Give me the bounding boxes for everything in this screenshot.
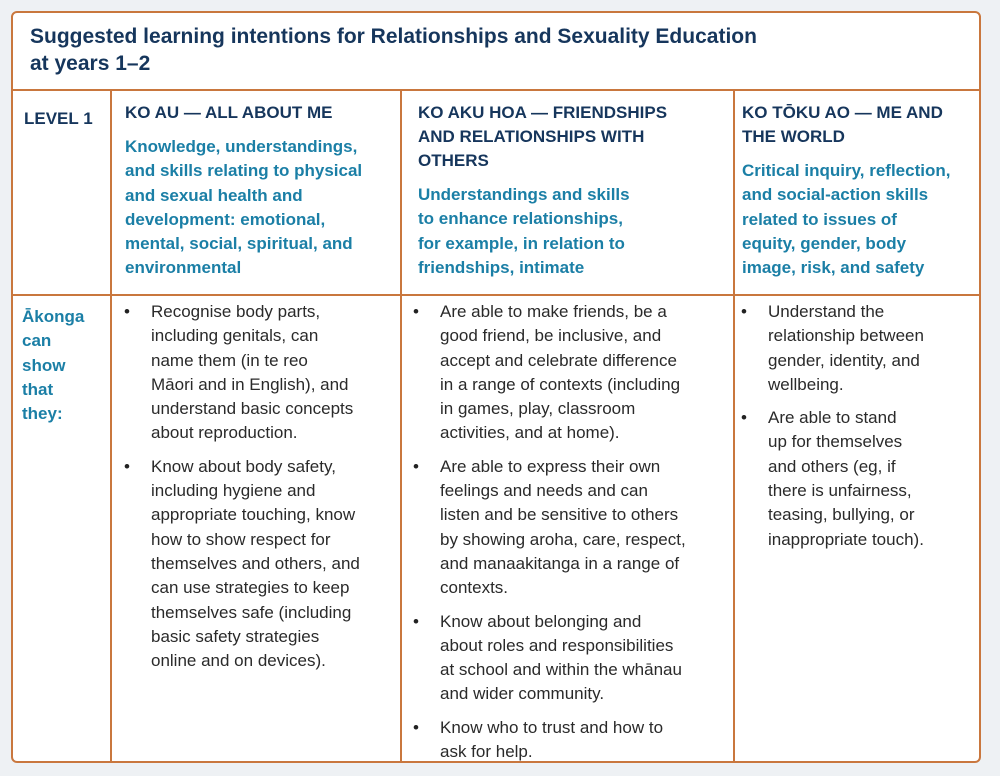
item-line: name them (in te reo — [151, 350, 308, 370]
item-line: including hygiene and — [151, 481, 316, 501]
item-line: Are able to express their own — [440, 456, 661, 476]
item-line: and wider community. — [440, 684, 605, 704]
item-line: at school and within the whānau — [440, 660, 682, 680]
list-item — [123, 300, 398, 446]
item-line: about roles and responsibilities — [440, 635, 674, 655]
subtitle-line: environmental — [125, 258, 242, 278]
list-item — [740, 406, 978, 552]
item-line: good friend, be inclusive, and — [440, 326, 662, 346]
learning-intentions-table — [11, 11, 981, 763]
subtitle-line: Understandings and skills — [418, 185, 630, 204]
column-title-line: KO AU — ALL ABOUT ME — [125, 103, 333, 122]
item-line: online and on devices). — [151, 651, 326, 671]
item-line: feelings and needs and can — [440, 481, 648, 501]
subtitle-line: development: emotional, — [125, 209, 326, 229]
item-line: themselves safe (including — [151, 602, 352, 622]
column-title-line: AND RELATIONSHIPS WITH — [418, 127, 645, 146]
column-subtitle-ko-toku-ao — [742, 159, 977, 280]
level-label: LEVEL 1 — [24, 109, 93, 128]
item-line: inappropriate touch). — [768, 529, 924, 549]
row-label-line: they: — [22, 404, 63, 424]
item-line: relationship between — [768, 326, 924, 346]
bullet-icon: • — [741, 302, 747, 321]
outcomes-list-ko-toku-ao — [740, 300, 978, 561]
list-item — [412, 610, 730, 707]
bullet-icon: • — [413, 717, 419, 737]
list-item — [412, 300, 730, 446]
subtitle-line: related to issues of — [742, 209, 897, 229]
title-line: Suggested learning intentions for Relationships and Sexuality Education — [30, 25, 757, 48]
column-title-line: OTHERS — [418, 151, 489, 170]
column-divider — [110, 91, 112, 761]
subtitle-line: Knowledge, understandings, — [125, 137, 358, 156]
table-header — [13, 13, 979, 91]
table-title — [30, 23, 757, 77]
item-line: in a range of contexts (including — [440, 374, 681, 394]
bullet-icon: • — [124, 302, 130, 321]
row-label-akonga — [22, 305, 102, 426]
subtitle-line: and social-action skills — [742, 185, 929, 205]
item-line: Recognise body parts, — [151, 302, 321, 321]
item-line: and others (eg, if — [768, 456, 896, 476]
item-line: Know who to trust and how to — [440, 717, 664, 737]
title-line: at years 1–2 — [30, 52, 151, 75]
column-subtitle-ko-au — [125, 135, 397, 281]
item-line: activities, and at home). — [440, 423, 620, 443]
subtitle-line: friendships, intimate — [418, 257, 585, 277]
bullet-icon: • — [741, 408, 747, 428]
item-line: ask for help. — [440, 742, 533, 762]
subtitle-line: Critical inquiry, reflection, — [742, 161, 951, 180]
subtitle-line: to enhance relationships, — [418, 209, 623, 229]
item-line: contexts. — [440, 578, 509, 598]
item-line: Know about belonging and — [440, 611, 642, 631]
column-title-ko-au — [125, 101, 395, 125]
item-line: including genitals, can — [151, 326, 319, 346]
subtitle-line: and sexual health and — [125, 185, 303, 205]
item-line: understand basic concepts — [151, 399, 354, 419]
row-label-line: can — [22, 331, 52, 351]
subtitle-line: equity, gender, body — [742, 233, 907, 253]
item-line: in games, play, classroom — [440, 399, 636, 419]
item-line: themselves and others, and — [151, 553, 360, 573]
outcomes-list-ko-au — [123, 300, 398, 682]
bullet-icon: • — [413, 611, 419, 631]
item-line: there is unfairness, — [768, 481, 912, 501]
column-title-line: KO AKU HOA — FRIENDSHIPS — [418, 103, 668, 122]
item-line: Know about body safety, — [151, 456, 336, 476]
column-divider — [400, 91, 402, 761]
bullet-icon: • — [413, 302, 419, 321]
item-line: Māori and in English), and — [151, 374, 349, 394]
list-item — [412, 716, 730, 763]
subtitle-line: mental, social, spiritual, and — [125, 234, 353, 254]
item-line: Understand the — [768, 302, 885, 321]
item-line: about reproduction. — [151, 423, 298, 443]
item-line: accept and celebrate difference — [440, 350, 677, 370]
item-line: teasing, bullying, or — [768, 505, 915, 525]
column-divider — [733, 91, 735, 761]
row-divider — [13, 294, 979, 296]
row-label-line: Ākonga — [22, 307, 85, 326]
list-item — [123, 455, 398, 674]
column-title-line: KO TŌKU AO — ME AND — [742, 103, 943, 122]
item-line: can use strategies to keep — [151, 578, 350, 598]
item-line: appropriate touching, know — [151, 505, 356, 525]
subtitle-line: and skills relating to physical — [125, 161, 363, 181]
list-item — [412, 455, 730, 601]
bullet-icon: • — [124, 456, 130, 476]
column-title-ko-aku-hoa — [418, 101, 728, 173]
item-line: how to show respect for — [151, 529, 331, 549]
outcomes-list-ko-aku-hoa — [412, 300, 730, 763]
item-line: basic safety strategies — [151, 626, 320, 646]
list-item — [740, 300, 978, 397]
item-line: wellbeing. — [768, 374, 844, 394]
item-line: by showing aroha, care, respect, — [440, 529, 686, 549]
item-line: and manaakitanga in a range of — [440, 553, 680, 573]
item-line: gender, identity, and — [768, 350, 920, 370]
row-label-line: that — [22, 379, 54, 399]
item-line: listen and be sensitive to others — [440, 505, 679, 525]
column-title-ko-toku-ao — [742, 101, 977, 149]
column-title-line: THE WORLD — [742, 127, 845, 146]
subtitle-line: for example, in relation to — [418, 233, 625, 253]
column-subtitle-ko-aku-hoa — [418, 183, 728, 280]
subtitle-line: image, risk, and safety — [742, 258, 925, 278]
item-line: up for themselves — [768, 432, 903, 452]
row-label-line: show — [22, 355, 66, 375]
bullet-icon: • — [413, 456, 419, 476]
item-line: Are able to stand — [768, 408, 897, 428]
item-line: Are able to make friends, be a — [440, 302, 667, 321]
